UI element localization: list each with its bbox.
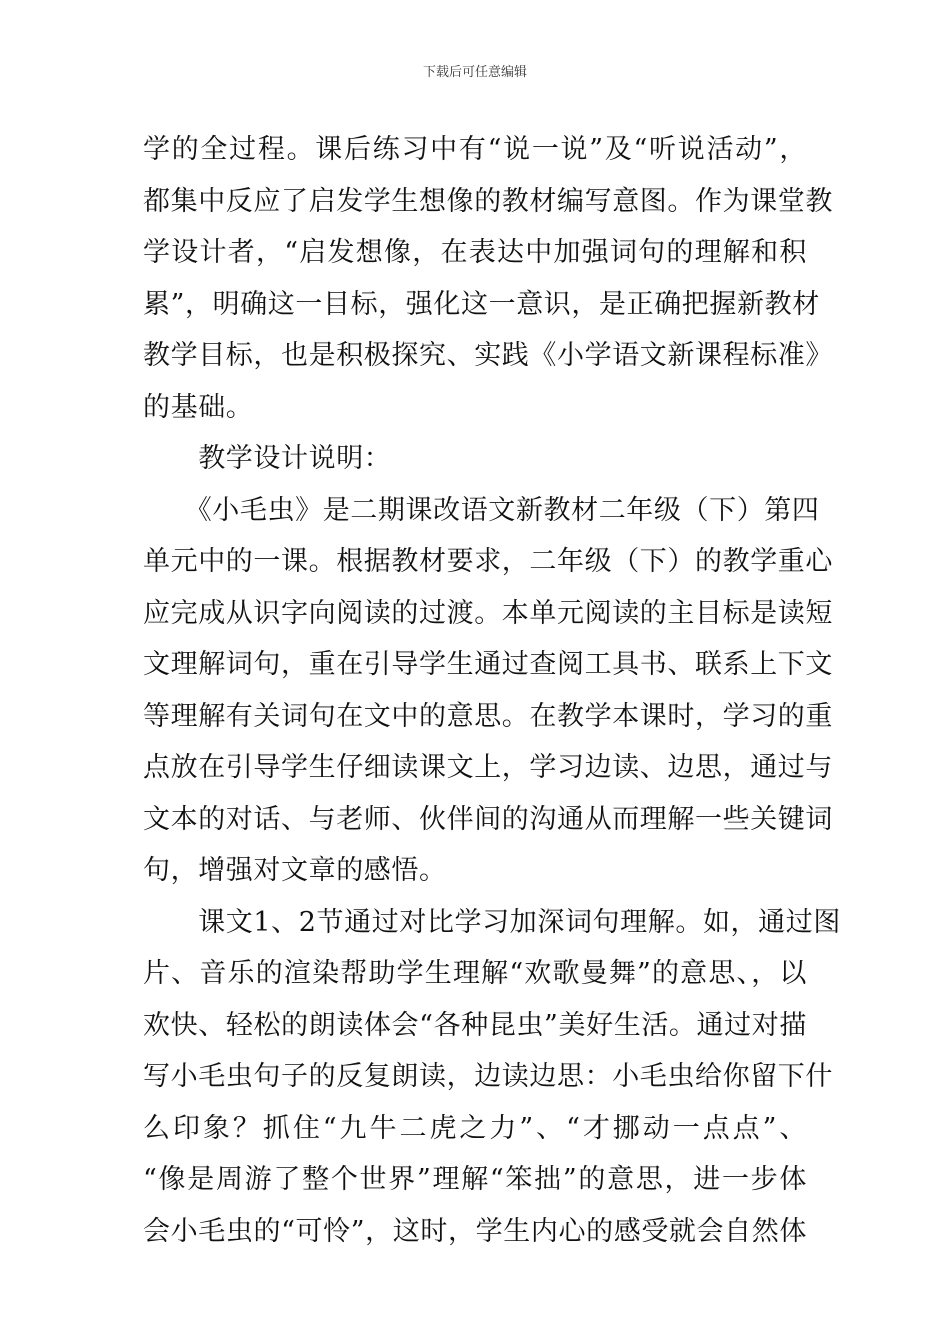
- paragraph-1: [143, 124, 833, 433]
- text-line: 欢快、轻松的朗读体会“各种昆虫”美好生活。通过对描: [143, 1009, 807, 1041]
- text-line: 教学目标，也是积极探究、实践《小学语文新课程标准》: [143, 340, 833, 371]
- text-line: 等理解有关词句在文中的意思。在教学本课时，学习的重: [143, 700, 833, 732]
- text-line: 点放在引导学生仔细读课文上，学习边读、边思，通过与: [143, 752, 833, 783]
- paragraph-2: [143, 433, 807, 485]
- text-line: 的基础。: [143, 391, 254, 423]
- text-line: 教学设计说明：: [143, 443, 392, 474]
- paragraph-4: [143, 897, 841, 1258]
- text-line: 累”，明确这一目标，强化这一意识，是正确把握新教材: [143, 288, 820, 320]
- text-line: 单元中的一课。根据教材要求，二年级（下）的教学重心: [143, 546, 833, 577]
- text-line: 句，增强对文章的感悟。: [143, 855, 447, 886]
- page-header: 下载后可任意编辑: [422, 65, 527, 80]
- text-line: 片、音乐的渲染帮助学生理解“欢歌曼舞”的意思、，以: [143, 958, 807, 989]
- paragraph-3: [143, 485, 833, 897]
- text-line: 文理解词句，重在引导学生通过查阅工具书、联系上下文: [143, 649, 833, 680]
- document-body: [143, 124, 841, 1257]
- text-line: 应完成从识字向阅读的过渡。本单元阅读的主目标是读短: [143, 597, 833, 629]
- text-line: “像是周游了整个世界”理解“笨拙”的意思，进一步体: [143, 1164, 807, 1195]
- text-line: 学设计者，“启发想像，在表达中加强词句的理解和积: [143, 237, 807, 268]
- text-line: 会小毛虫的“可怜”，这时，学生内心的感受就会自然体: [143, 1215, 807, 1247]
- text-line: 《小毛虫》是二期课改语文新教材二年级（下）第四: [143, 494, 820, 526]
- text-line: 学的全过程。课后练习中有“说一说”及“听说活动”，: [143, 134, 807, 165]
- text-line: 课文1、2节通过对比学习加深词句理解。如，通过图: [143, 906, 841, 938]
- text-line: 么印象？抓住“九牛二虎之力”、“才挪动一点点”、: [143, 1112, 807, 1144]
- text-line: 文本的对话、与老师、伙伴间的沟通从而理解一些关键词: [143, 803, 833, 835]
- text-line: 都集中反应了启发学生想像的教材编写意图。作为课堂教: [143, 185, 833, 217]
- text-line: 写小毛虫句子的反复朗读，边读边思：小毛虫给你留下什: [143, 1061, 833, 1092]
